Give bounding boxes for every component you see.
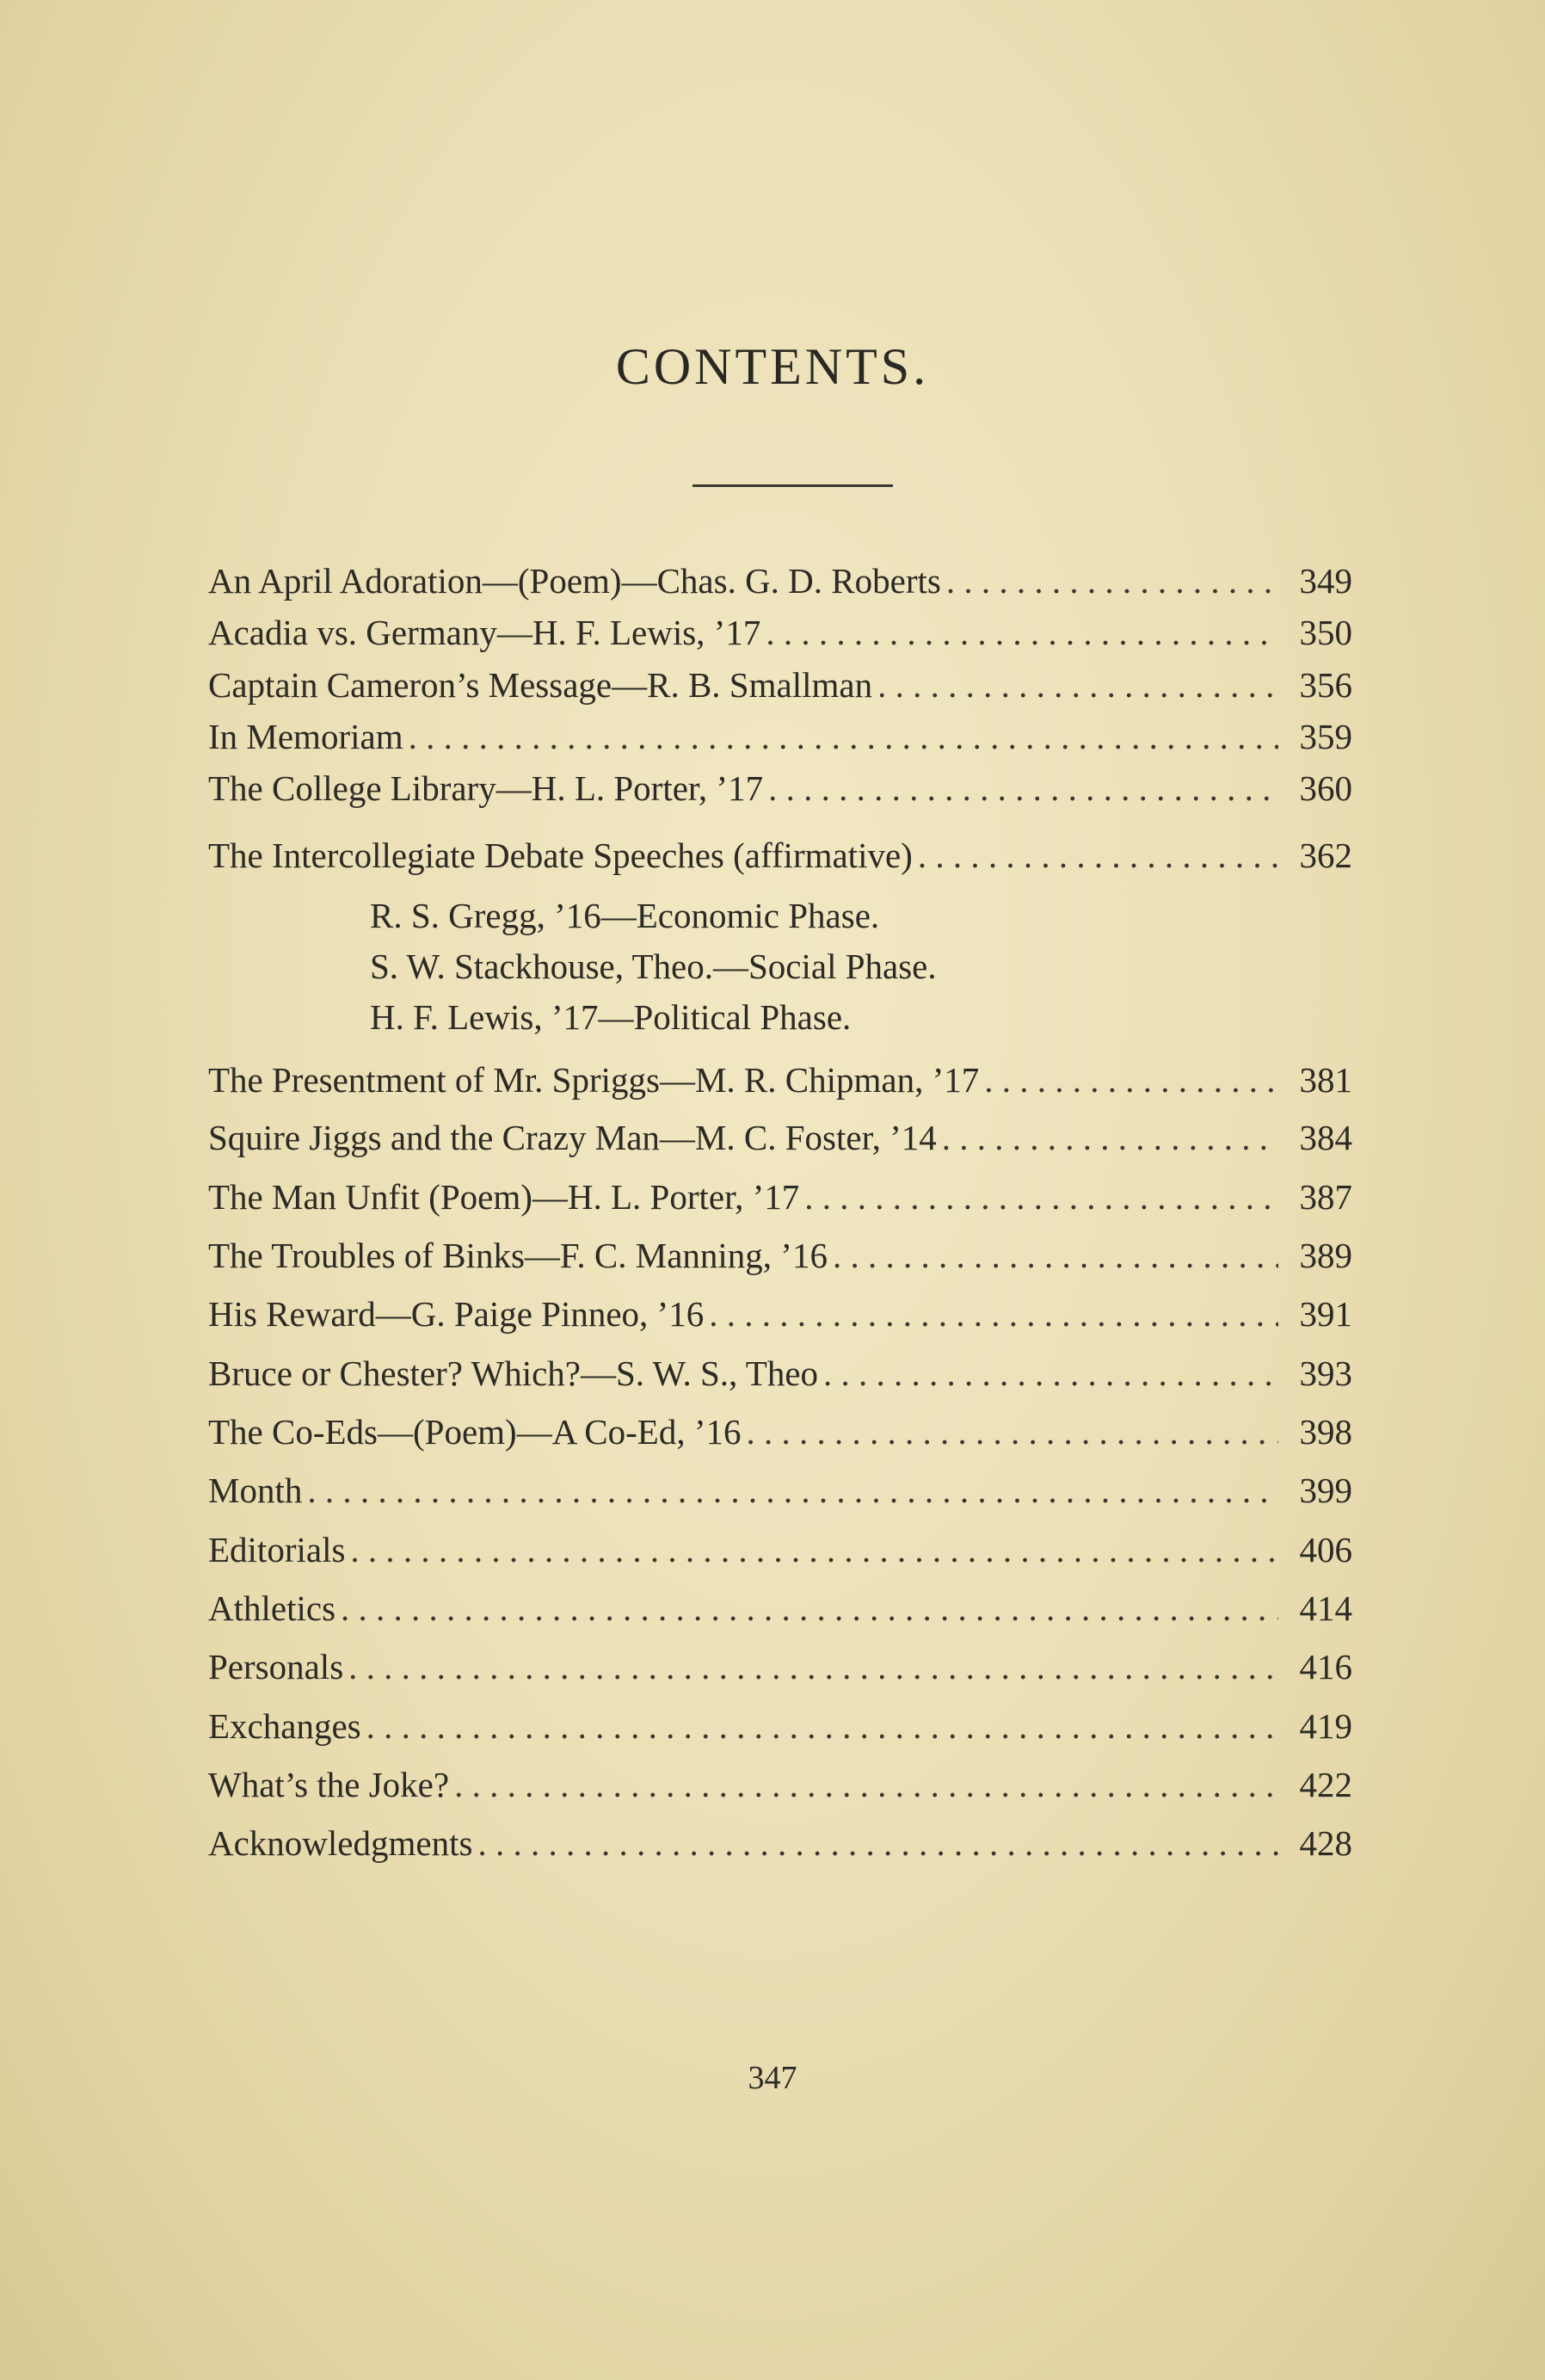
dot-leader — [454, 1759, 1278, 1810]
toc-entry-page: 350 — [1299, 613, 1352, 652]
dot-leader — [348, 1641, 1278, 1693]
dot-leader — [709, 1288, 1278, 1340]
dot-leader — [946, 555, 1278, 607]
dot-leader — [804, 1171, 1278, 1223]
dot-leader — [341, 1582, 1278, 1634]
dot-leader — [409, 711, 1278, 762]
toc-entry — [208, 1464, 1352, 1516]
toc-entry-page: 381 — [1299, 1060, 1352, 1100]
toc-entry-page: 349 — [1299, 561, 1352, 601]
dot-leader — [768, 762, 1278, 814]
dot-leader — [350, 1524, 1278, 1575]
toc-entry-page: 384 — [1299, 1118, 1352, 1157]
toc-entry-title: The Presentment of Mr. Spriggs—M. R. Chipman, ’17 — [208, 1060, 980, 1100]
toc-entry-title: Exchanges — [208, 1706, 361, 1746]
page-number: 347 — [748, 2060, 797, 2096]
dot-leader — [746, 1406, 1278, 1458]
toc-entry-page: 398 — [1299, 1412, 1352, 1452]
toc-entry — [208, 711, 1352, 762]
toc-entry-title: What’s the Joke? — [208, 1765, 450, 1804]
toc-entry-page: 359 — [1299, 717, 1352, 756]
debate-speaker: S. W. Stackhouse, Theo.—Social Phase. — [370, 946, 937, 986]
dot-leader — [833, 1230, 1278, 1281]
toc-entry — [208, 1054, 1352, 1106]
toc-entry — [208, 1524, 1352, 1575]
toc-entry-page: 389 — [1299, 1236, 1352, 1275]
toc-entry-page: 393 — [1299, 1353, 1352, 1393]
dot-leader — [984, 1054, 1278, 1106]
toc-entry — [208, 762, 1352, 814]
toc-entry-page: 414 — [1299, 1588, 1352, 1628]
toc-entry-page: 419 — [1299, 1706, 1352, 1746]
toc-entry-title: Bruce or Chester? Which?—S. W. S., Theo — [208, 1353, 819, 1393]
dot-leader — [942, 1112, 1278, 1163]
toc-entry-title: Athletics — [208, 1588, 336, 1628]
toc-entry — [208, 1817, 1352, 1869]
debate-speaker: R. S. Gregg, ’16—Economic Phase. — [370, 896, 880, 935]
toc-entry — [208, 1406, 1352, 1458]
toc-entry-title: The Co-Eds—(Poem)—A Co-Ed, ’16 — [208, 1412, 742, 1452]
dot-leader — [766, 607, 1278, 658]
toc-entry — [208, 1171, 1352, 1223]
toc-entry — [208, 555, 1352, 607]
toc-entry-title: The Intercollegiate Debate Speeches (affirmative) — [208, 835, 913, 875]
dot-leader — [877, 659, 1278, 711]
page-title: CONTENTS. — [615, 338, 930, 395]
toc-entry-title: In Memoriam — [208, 717, 403, 756]
toc-entry-page: 406 — [1299, 1530, 1352, 1569]
toc-entry-page: 356 — [1299, 665, 1352, 705]
toc-entry-title: Captain Cameron’s Message—R. B. Smallman — [208, 665, 873, 705]
toc-entry — [208, 1582, 1352, 1634]
toc-entry-title: The College Library—H. L. Porter, ’17 — [208, 768, 764, 808]
toc-entry-title: Squire Jiggs and the Crazy Man—M. C. Foster, ’14 — [208, 1118, 937, 1157]
toc-entry-page: 399 — [1299, 1471, 1352, 1510]
toc-entry-page: 360 — [1299, 768, 1352, 808]
toc-entry — [208, 1641, 1352, 1693]
toc-entry — [208, 1759, 1352, 1810]
toc-entry — [208, 829, 1352, 881]
toc-entry — [208, 1230, 1352, 1281]
toc-entry-title: Month — [208, 1471, 303, 1510]
toc-entry-page: 391 — [1299, 1294, 1352, 1334]
dot-leader — [477, 1817, 1278, 1869]
toc-entry — [208, 1347, 1352, 1399]
dot-leader — [366, 1700, 1278, 1752]
toc-entry-page: 362 — [1299, 835, 1352, 875]
toc-entry-title: Editorials — [208, 1530, 346, 1569]
toc-entry-title: An April Adoration—(Poem)—Chas. G. D. Roberts — [208, 561, 941, 601]
toc-entry — [208, 607, 1352, 658]
toc-entry — [208, 1112, 1352, 1163]
toc-entry — [208, 1700, 1352, 1752]
toc-entry-title: The Man Unfit (Poem)—H. L. Porter, ’17 — [208, 1177, 800, 1217]
toc-entry-title: His Reward—G. Paige Pinneo, ’16 — [208, 1294, 705, 1334]
dot-leader — [307, 1464, 1278, 1516]
toc-entry-title: Acknowledgments — [208, 1823, 473, 1863]
toc-entry-page: 387 — [1299, 1177, 1352, 1217]
dot-leader — [823, 1347, 1278, 1399]
title-rule — [692, 484, 893, 487]
toc-entry — [208, 1288, 1352, 1340]
toc-entry-page: 422 — [1299, 1765, 1352, 1804]
toc-entry-title: The Troubles of Binks—F. C. Manning, ’16 — [208, 1236, 828, 1275]
debate-speaker: H. F. Lewis, ’17—Political Phase. — [370, 997, 852, 1037]
toc-entry-page: 416 — [1299, 1647, 1352, 1686]
toc-entry-page: 428 — [1299, 1823, 1352, 1863]
toc-entry — [208, 659, 1352, 711]
toc-entry-title: Personals — [208, 1647, 344, 1686]
toc-entry-title: Acadia vs. Germany—H. F. Lewis, ’17 — [208, 613, 761, 652]
dot-leader — [918, 829, 1278, 881]
